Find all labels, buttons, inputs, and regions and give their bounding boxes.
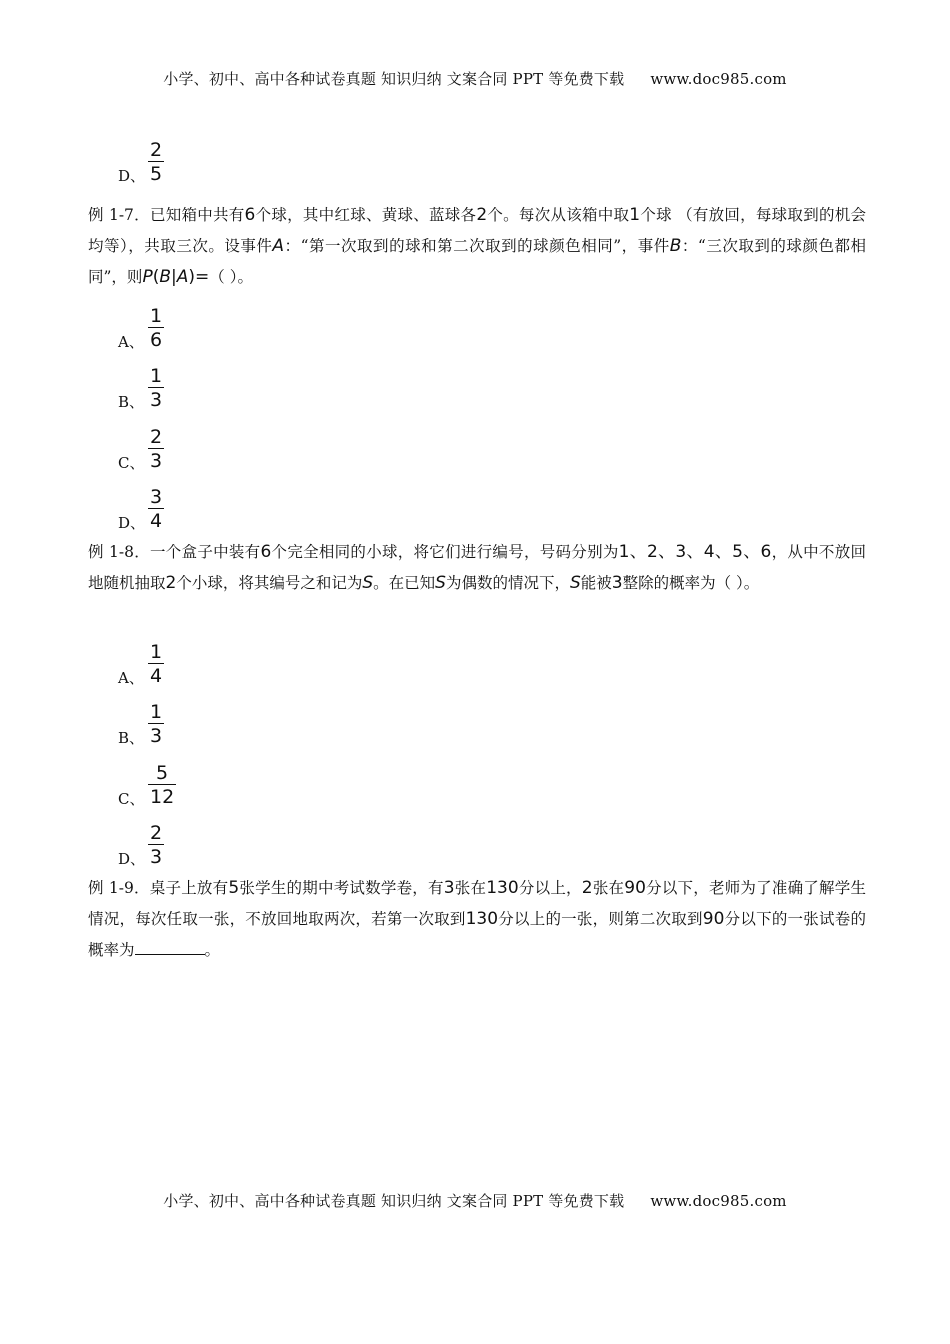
q19-num-90: 90 [624,878,646,898]
q18-text-2: 个完全相同的小球，将它们进行编号，号码分别为 [271,543,619,561]
q19-num-3: 3 [443,878,455,898]
q17-text-1: 例 1-7．已知箱中共有 [88,206,245,224]
q17-num-6: 6 [244,205,256,225]
q17-text-5: ：“第一次取到的球和第二次取到的球颜色相同”，事件 [284,237,670,255]
fraction-numerator: 5 [156,762,169,784]
q17-num-2: 2 [476,205,488,225]
header-site: www.doc985.com [650,70,787,88]
q18-option-b [118,692,318,748]
q18-numbers: 1、2、3、4、5、6 [618,542,772,562]
q17-event-b: B [669,236,682,256]
option-label: B、 [118,393,145,411]
q19-num-5: 5 [228,878,240,898]
q19-text-1: 例 1-9．桌子上放有 [88,879,229,897]
option-label: C、 [118,454,145,472]
option-label: D、 [118,167,146,185]
footer-site: www.doc985.com [650,1192,787,1210]
q17-text-2: 个球，其中红球、黄球、蓝球各 [255,206,477,224]
option-fraction [148,306,164,350]
q17-given-bar: | [171,267,177,287]
fraction-numerator: 1 [150,365,163,387]
q19-text-6: 分以下，老师为了准确了解学生情况，每次任取一张，不放回地取两次，若第一次取到 [88,879,866,928]
q17-option-b [118,356,318,412]
q17-text-4: 个球 （有放回，每球取到的机会均等），共取三次。设事件 [88,206,866,255]
fraction-numerator: 1 [150,305,163,327]
fraction-numerator: 3 [150,486,163,508]
q17-prob-p: P [142,267,153,287]
option-fraction [148,823,164,867]
q18-text-4: 个小球，将其编号之和记为 [176,574,363,592]
q19-num-90: 90 [702,909,725,929]
q19-text-9: 。 [204,941,221,959]
fraction-numerator: 2 [150,822,163,844]
option-label: B、 [118,729,145,747]
q18-text-5: 。在已知 [373,574,436,592]
fraction-numerator: 1 [150,701,163,723]
option-fraction [148,702,164,746]
q17-option-c [118,417,318,473]
q17-prob-b: B [159,267,172,287]
q19-text-4: 分以上， [518,879,582,897]
fraction-numerator: 2 [150,426,163,448]
fraction-denominator: 3 [150,450,163,472]
fraction-denominator: 3 [150,725,163,747]
fraction-denominator: 4 [150,510,163,532]
option-label: A、 [118,333,144,351]
q18-num-3: 3 [611,573,623,593]
q18-var-s: S [435,573,446,593]
q18-text-1: 例 1-8．一个盒子中装有 [88,543,261,561]
q18-num-6: 6 [260,542,272,562]
page-header [0,68,950,89]
q17-paren-left: ( [152,267,160,287]
fraction-denominator: 4 [150,665,163,687]
footer-text: 小学、初中、高中各种试卷真题 知识归纳 文案合同 PPT 等免费下载 [163,1192,625,1210]
question-1-9 [88,873,866,966]
fraction-denominator: 6 [150,329,163,351]
q18-var-s: S [362,573,374,593]
q17-paren-right-eq: )= [188,267,210,287]
fraction-denominator: 5 [150,163,163,185]
option-label: D、 [118,514,146,532]
option-fraction [148,366,164,410]
q19-text-3: 张在 [454,879,487,897]
q17-text-3: 个。每次从该箱中取 [487,206,630,224]
q18-num-2: 2 [165,573,177,593]
q17-num-1: 1 [629,205,641,225]
q18-var-s: S [569,573,581,593]
option-label: C、 [118,790,145,808]
q19-text-5: 张在 [592,879,625,897]
question-1-8 [88,537,866,599]
q19-num-130: 130 [486,878,519,898]
q18-text-3: ，从中不放回地随机抽取 [88,543,866,592]
prev-option-d [118,130,318,186]
question-1-7 [88,200,866,293]
q19-text-7: 分以上的一张，则第二次取到 [498,910,703,928]
q19-text-2: 张学生的期中考试数学卷，有 [239,879,444,897]
q17-text-7: （ ）。 [209,268,253,286]
option-fraction [148,487,164,531]
fraction-numerator: 1 [150,641,163,663]
q17-prob-a: A [176,267,189,287]
page-footer [0,1190,950,1211]
q17-option-d [118,477,318,533]
option-label: A、 [118,669,144,687]
q17-option-a [118,296,318,352]
option-label: D、 [118,850,146,868]
q17-text-6: ：“三次取到的球颜色都相同”，则 [88,237,866,286]
option-fraction [148,763,176,807]
q18-text-8: 整除的概率为（ ）。 [622,574,760,592]
option-fraction [148,140,164,184]
option-fraction [148,427,164,471]
fraction-denominator: 12 [150,786,175,808]
header-text: 小学、初中、高中各种试卷真题 知识归纳 文案合同 PPT 等免费下载 [163,70,625,88]
option-fraction [148,642,164,686]
q18-text-6: 为偶数的情况下， [445,574,570,592]
q19-num-130: 130 [465,909,499,929]
q18-option-c [118,753,318,809]
q19-num-2: 2 [581,878,593,898]
fraction-denominator: 3 [150,846,163,868]
q18-text-7: 能被 [580,574,612,592]
fraction-numerator: 2 [150,139,163,161]
q17-event-a: A [272,236,285,256]
fraction-denominator: 3 [150,389,163,411]
q18-option-a [118,632,318,688]
q19-text-8: 分以下的一张试卷的概率为 [88,910,866,959]
q18-option-d [118,813,318,869]
answer-blank[interactable] [135,940,205,955]
